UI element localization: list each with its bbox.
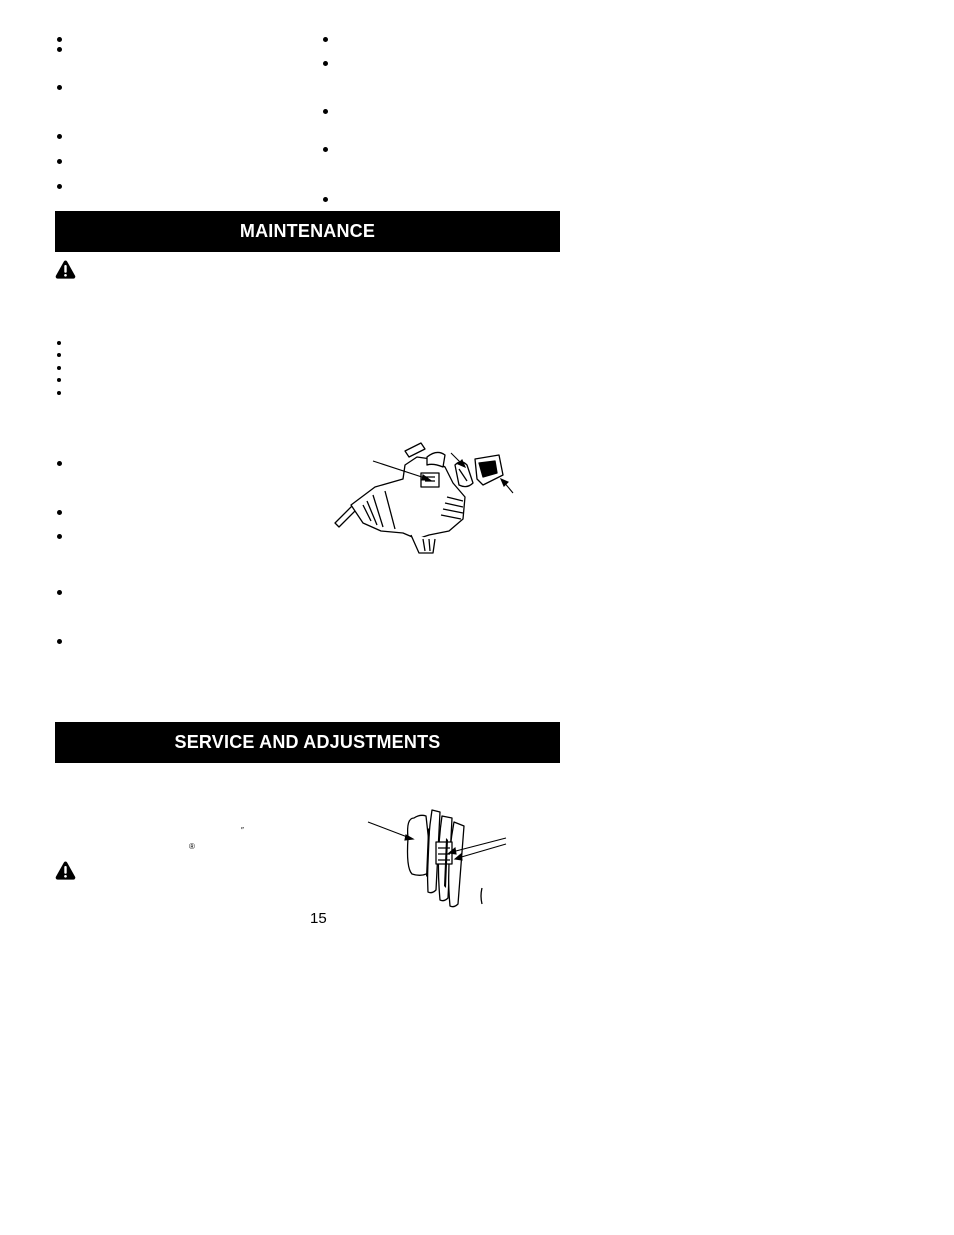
maintenance-heading: MAINTENANCE: [55, 211, 560, 252]
list-bullet: [57, 134, 62, 139]
spool-illustration: [366, 808, 511, 910]
page-number: 15: [310, 910, 327, 927]
registered-mark: ®: [189, 842, 195, 851]
list-bullet: [57, 590, 62, 595]
list-bullet: [57, 47, 62, 52]
list-bullet: [57, 159, 62, 164]
warning-icon: [55, 260, 76, 279]
list-bullet: [57, 366, 61, 370]
list-bullet: [57, 353, 61, 357]
list-bullet: [57, 184, 62, 189]
list-bullet: [57, 534, 62, 539]
prime-mark: ″: [241, 826, 244, 835]
list-bullet: [57, 341, 61, 345]
list-bullet: [323, 197, 328, 202]
air-filter-illustration: [333, 435, 523, 557]
warning-icon: [55, 861, 76, 880]
list-bullet: [57, 85, 62, 90]
list-bullet: [323, 61, 328, 66]
service-adjustments-heading: SERVICE AND ADJUSTMENTS: [55, 722, 560, 763]
list-bullet: [323, 109, 328, 114]
list-bullet: [57, 510, 62, 515]
list-bullet: [57, 461, 62, 466]
list-bullet: [57, 378, 61, 382]
list-bullet: [323, 147, 328, 152]
list-bullet: [57, 391, 61, 395]
list-bullet: [323, 37, 328, 42]
list-bullet: [57, 639, 62, 644]
list-bullet: [57, 37, 62, 42]
